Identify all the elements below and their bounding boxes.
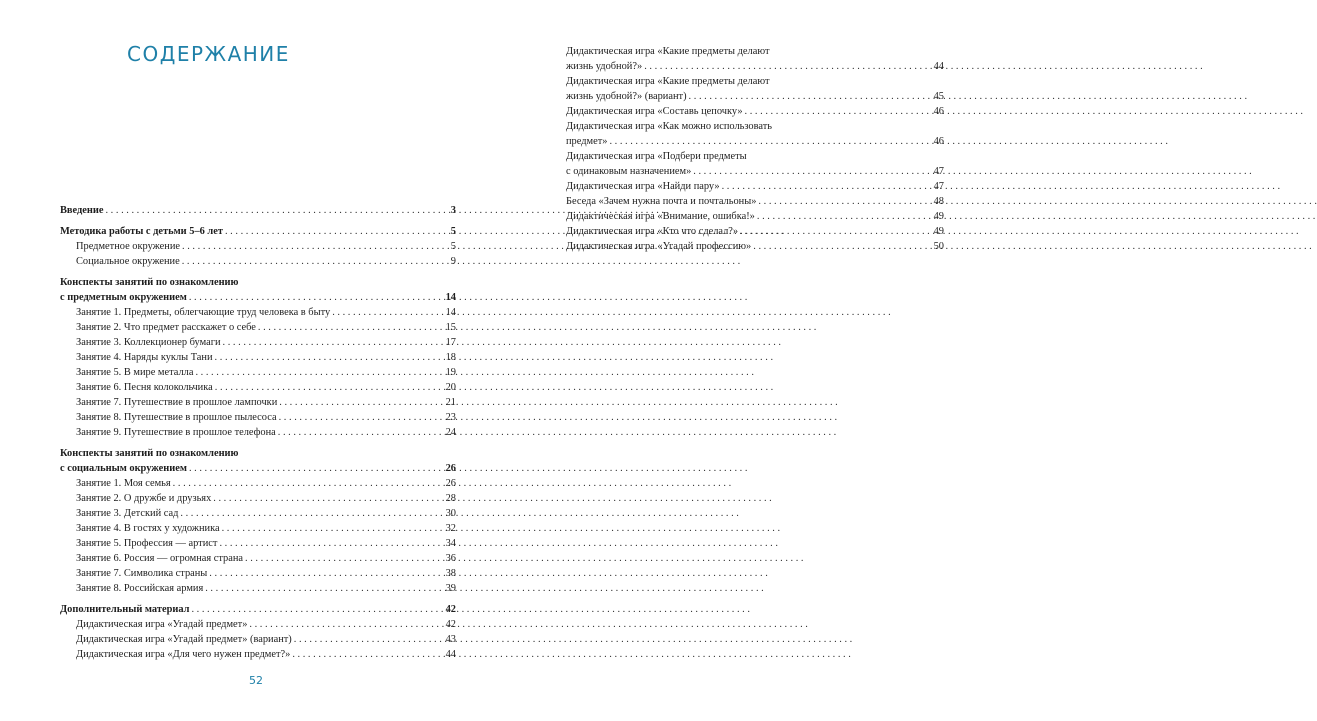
toc-entry-title-line: Дидактическая игра «Какие предметы делают — [566, 76, 770, 87]
toc-leader — [745, 104, 932, 119]
toc-entry-page: 9 — [450, 256, 456, 267]
toc-entry-page: 26 — [445, 463, 456, 474]
toc-entry-page: 36 — [445, 553, 456, 564]
toc-entry-title: с предметным окружением — [60, 292, 187, 303]
toc-entry-title: Занятие 8. Путешествие в прошлое пылесоса — [76, 412, 277, 423]
toc-entry[interactable] — [60, 551, 456, 566]
toc-entry-title: Занятие 9. Путешествие в прошлое телефона — [76, 427, 276, 438]
page-number: 52 — [249, 674, 263, 687]
toc-entry-title: Введение — [60, 205, 104, 216]
toc-entry-title: жизнь удобной?» (вариант) — [566, 91, 687, 102]
toc-entry[interactable] — [60, 566, 456, 581]
toc-entry-title-line: Дидактическая игра «Подбери предметы — [566, 151, 747, 162]
toc-entry-title: Предметное окружение — [76, 241, 181, 252]
toc-entry-title: Дидактическая игра «Внимание, ошибка!» — [566, 211, 755, 222]
toc-entry-page: 47 — [933, 166, 944, 177]
toc-entry-title: Социальное окружение — [76, 256, 180, 267]
toc-entry[interactable] — [60, 224, 456, 239]
toc-entry-page: 50 — [933, 241, 944, 252]
toc-entry-title: жизнь удобной?» — [566, 61, 643, 72]
toc-leader — [758, 194, 931, 209]
toc-entry-page: 21 — [445, 397, 456, 408]
toc-entry[interactable] — [60, 254, 456, 269]
toc-leader — [223, 335, 444, 350]
toc-entry-title: Беседа «Зачем нужна почта и почтальоны» — [566, 196, 757, 207]
toc-entry-title: с социальным окружением — [60, 463, 187, 474]
toc-section-objects — [60, 275, 456, 440]
toc-entry-page: 48 — [933, 196, 944, 207]
toc-entry-title: Занятие 7. Путешествие в прошлое лампочки — [76, 397, 278, 408]
toc-entry[interactable] — [60, 425, 456, 440]
toc-entry-title: Занятие 7. Символика страны — [76, 568, 208, 579]
toc-leader — [182, 239, 449, 254]
toc-leader — [292, 647, 443, 662]
toc-entry-page: 42 — [445, 604, 456, 615]
toc-leader — [191, 602, 443, 617]
toc-leader — [258, 320, 444, 335]
toc-entry-title: Дидактическая игра «Угадай профессию» — [566, 241, 752, 252]
toc-section-extra — [60, 602, 456, 662]
toc-section-social — [60, 446, 456, 596]
toc-entry[interactable] — [60, 506, 456, 521]
toc-entry[interactable] — [566, 44, 944, 74]
toc-entry[interactable] — [60, 581, 456, 596]
toc-leader — [332, 305, 443, 320]
toc-entry-title: Методика работы с детьми 5–6 лет — [60, 226, 223, 237]
toc-entry[interactable] — [60, 365, 456, 380]
toc-entry-page: 38 — [445, 568, 456, 579]
toc-leader — [689, 89, 932, 104]
toc-entry[interactable] — [60, 617, 456, 632]
toc-leader — [279, 395, 443, 410]
toc-entry[interactable] — [60, 632, 456, 647]
toc-entry-title: Дополнительный материал — [60, 604, 190, 615]
toc-entry-title: Дидактическая игра «Кто что сделал?» — [566, 226, 739, 237]
toc-entry-page: 26 — [445, 478, 456, 489]
toc-entry-page: 44 — [445, 649, 456, 660]
toc-entry-page: 20 — [445, 382, 456, 393]
toc-leader — [189, 461, 444, 476]
toc-entry-title: Занятие 1. Предметы, облегчающие труд человека в быту — [76, 307, 331, 318]
toc-entry-page: 19 — [445, 367, 456, 378]
toc-entry[interactable] — [60, 602, 456, 617]
toc-entry[interactable] — [566, 149, 944, 179]
toc-entry-page: 49 — [933, 226, 944, 237]
toc-entry[interactable] — [60, 395, 456, 410]
toc-leader — [189, 290, 444, 305]
toc-entry-title: Дидактическая игра «Угадай предмет» (вариант) — [76, 634, 292, 645]
toc-entry-title: Занятие 8. Российская армия — [76, 583, 204, 594]
toc-entry-title: Дидактическая игра «Угадай предмет» — [76, 619, 248, 630]
toc-entry-page: 39 — [445, 583, 456, 594]
toc-entry-page: 44 — [933, 61, 944, 72]
toc-entry[interactable] — [60, 380, 456, 395]
toc-entry-title-line: Дидактическая игра «Как можно использовать — [566, 121, 773, 132]
toc-entry-title-line: Дидактическая игра «Какие предметы делают — [566, 46, 770, 57]
toc-entry-title-line: Конспекты занятий по ознакомлению — [60, 277, 239, 288]
toc-leader — [757, 209, 932, 224]
toc-entry-title: Занятие 4. Наряды куклы Тани — [76, 352, 213, 363]
toc-leader — [294, 632, 444, 647]
toc-entry-title: Занятие 4. В гостях у художника — [76, 523, 220, 534]
toc-entry-page: 46 — [933, 106, 944, 117]
toc-leader — [644, 59, 931, 74]
toc-entry-title-line: Конспекты занятий по ознакомлению — [60, 448, 239, 459]
toc-leader — [222, 521, 444, 536]
toc-entry-title: Занятие 3. Коллекционер бумаги — [76, 337, 221, 348]
toc-entry-page: 17 — [445, 337, 456, 348]
toc-entry-page: 46 — [933, 136, 944, 147]
toc-leader — [225, 224, 449, 239]
toc-leader — [278, 425, 444, 440]
toc-entry[interactable] — [60, 647, 456, 662]
toc-leader — [722, 179, 932, 194]
toc-entry-page: 43 — [445, 634, 456, 645]
toc-leader — [249, 617, 443, 632]
toc-leader — [279, 410, 444, 425]
toc-entry[interactable] — [60, 239, 456, 254]
toc-entry[interactable] — [566, 224, 944, 239]
toc-entry-title: Занятие 6. Песня колокольчика — [76, 382, 213, 393]
toc-entry[interactable] — [60, 320, 456, 335]
toc-section-methods — [60, 224, 456, 269]
toc-entry-title: Занятие 3. Детский сад — [76, 508, 179, 519]
toc-leader — [213, 491, 443, 506]
toc-entry[interactable] — [566, 209, 944, 224]
toc-entry-title: Занятие 6. Россия — огромная страна — [76, 553, 244, 564]
toc-entry[interactable] — [60, 275, 456, 305]
toc-entry-title: Дидактическая игра «Найди пару» — [566, 181, 720, 192]
toc-entry[interactable] — [60, 335, 456, 350]
toc-entry-page: 45 — [933, 91, 944, 102]
toc-leader — [180, 506, 443, 521]
toc-entry-title: Занятие 5. В мире металла — [76, 367, 194, 378]
toc-entry-page: 3 — [450, 205, 456, 216]
toc-entry[interactable] — [60, 305, 456, 320]
toc-entry-page: 32 — [445, 523, 456, 534]
toc-entry-page: 14 — [445, 292, 456, 303]
toc-entry[interactable] — [60, 446, 456, 476]
toc-entry[interactable] — [60, 536, 456, 551]
toc-leader — [209, 566, 443, 581]
toc-leader — [173, 476, 444, 491]
toc-leader — [609, 134, 931, 149]
toc-leader — [753, 239, 931, 254]
toc-entry-title: Занятие 5. Профессия — артист — [76, 538, 218, 549]
toc-entry-title: Занятие 2. Что предмет расскажет о себе — [76, 322, 256, 333]
toc-leader — [195, 365, 443, 380]
toc-leader — [215, 380, 444, 395]
toc-entry[interactable] — [60, 491, 456, 506]
toc-left-column — [60, 203, 456, 668]
toc-entry[interactable] — [566, 104, 944, 119]
toc-entry-title: Занятие 1. Моя семья — [76, 478, 171, 489]
toc-entry[interactable] — [60, 476, 456, 491]
toc-entry-page: 30 — [445, 508, 456, 519]
toc-entry-page: 5 — [450, 226, 456, 237]
toc-entry[interactable] — [60, 350, 456, 365]
toc-leader — [105, 203, 448, 218]
toc-entry-page: 42 — [445, 619, 456, 630]
toc-leader — [205, 581, 443, 596]
toc-entry[interactable] — [60, 203, 456, 218]
toc-right-column — [566, 44, 944, 254]
toc-leader — [693, 164, 931, 179]
toc-entry[interactable] — [60, 410, 456, 425]
toc-entry-title: с одинаковым назначением» — [566, 166, 692, 177]
toc-entry-page: 15 — [445, 322, 456, 333]
toc-entry-page: 14 — [445, 307, 456, 318]
toc-leader — [219, 536, 443, 551]
toc-entry-page: 47 — [933, 181, 944, 192]
toc-entry-page: 49 — [933, 211, 944, 222]
toc-entry-title: Дидактическая игра «Для чего нужен предмет?» — [76, 649, 291, 660]
toc-leader — [740, 224, 931, 239]
toc-entry-page: 23 — [445, 412, 456, 423]
toc-entry-title: Занятие 2. О дружбе и друзьях — [76, 493, 212, 504]
toc-entry[interactable] — [566, 179, 944, 194]
toc-entry-page: 34 — [445, 538, 456, 549]
toc-entry[interactable] — [566, 194, 944, 209]
toc-entry-title: Дидактическая игра «Составь цепочку» — [566, 106, 743, 117]
toc-leader — [215, 350, 444, 365]
toc-leader — [245, 551, 444, 566]
toc-entry[interactable] — [566, 74, 944, 104]
toc-leader — [182, 254, 449, 269]
toc-entry-page: 28 — [445, 493, 456, 504]
toc-entry-page: 18 — [445, 352, 456, 363]
toc-section-intro — [60, 203, 456, 218]
toc-entry[interactable] — [566, 239, 944, 254]
toc-entry[interactable] — [60, 521, 456, 536]
toc-entry-page: 5 — [450, 241, 456, 252]
page-title: СОДЕРЖАНИЕ — [127, 42, 290, 66]
toc-entry[interactable] — [566, 119, 944, 149]
toc-entry-title: предмет» — [566, 136, 608, 147]
toc-entry-page: 24 — [445, 427, 456, 438]
